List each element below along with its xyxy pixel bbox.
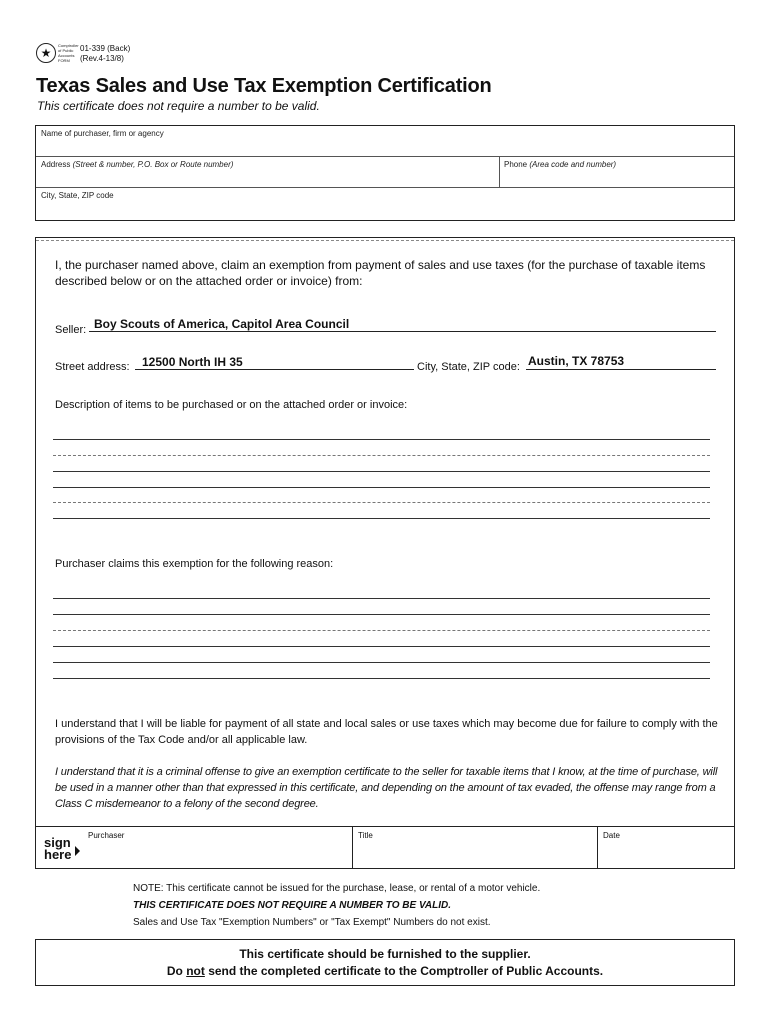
criminal-offense-statement: I understand that it is a criminal offense to give an exemption certificate to the seller for taxable items that I know, at the time of purchase, will be used in a manner other than that expressed in this certificate, and depending on the amount of tax evaded, the offense may range from a Class C misdemeanor to a felony of the second degree. bbox=[55, 766, 718, 810]
description-line[interactable] bbox=[53, 455, 710, 456]
signature-divider bbox=[352, 827, 353, 868]
signature-divider bbox=[597, 827, 598, 868]
agency-name: Comptroller of Public Accounts FORM bbox=[58, 43, 79, 63]
description-line[interactable] bbox=[53, 439, 710, 440]
arrow-right-icon bbox=[75, 846, 80, 856]
purchaser-address-field[interactable] bbox=[36, 157, 734, 188]
liability-statement: I understand that I will be liable for payment of all state and local sales or use taxes which may become due for failure to comply with the provisions of the Tax Code and/or all applicable law. bbox=[55, 718, 718, 746]
motor-vehicle-note: NOTE: This certificate cannot be issued for the purchase, lease, or rental of a motor vehicle. bbox=[133, 883, 541, 894]
exemption-numbers-note: Sales and Use Tax "Exemption Numbers" or "Tax Exempt" Numbers do not exist. bbox=[133, 917, 491, 928]
claim-statement: I, the purchaser named above, claim an exemption from payment of sales and use taxes (for the purchase of taxable items described below or on the attached order or invoice) from: bbox=[55, 258, 706, 288]
seller-city-label: City, State, ZIP code: bbox=[417, 361, 520, 373]
street-address-label: Street address: bbox=[55, 361, 130, 373]
form-code bbox=[80, 44, 130, 64]
exemption-claim-box bbox=[35, 237, 735, 869]
seller-label: Seller: bbox=[55, 324, 87, 336]
seller-field-line[interactable] bbox=[89, 331, 716, 332]
reason-line[interactable] bbox=[53, 614, 710, 615]
purchaser-city-field[interactable] bbox=[36, 188, 734, 220]
no-number-note: THIS CERTIFICATE DOES NOT REQUIRE A NUMBER TO BE VALID. bbox=[133, 900, 451, 911]
description-line[interactable] bbox=[53, 487, 710, 488]
reason-line[interactable] bbox=[53, 662, 710, 663]
form-number: 01-339 (Back) bbox=[80, 44, 131, 53]
street-address-field-line[interactable] bbox=[135, 369, 414, 370]
reason-line[interactable] bbox=[53, 646, 710, 647]
furnish-line-1: This certificate should be furnished to the supplier. bbox=[239, 947, 531, 961]
description-line[interactable] bbox=[53, 471, 710, 472]
description-line[interactable] bbox=[53, 502, 710, 503]
purchaser-name-label: Name of purchaser, firm or agency bbox=[41, 129, 164, 138]
address-label: Address (Street & number, P.O. Box or Route number) bbox=[41, 160, 234, 169]
reason-line[interactable] bbox=[53, 678, 710, 679]
form-revision: (Rev.4-13/8) bbox=[80, 54, 124, 63]
reason-label: Purchaser claims this exemption for the following reason: bbox=[55, 558, 334, 570]
seller-city-value[interactable]: Austin, TX 78753 bbox=[528, 354, 625, 368]
city-state-zip-label: City, State, ZIP code bbox=[41, 191, 114, 200]
form-subtitle: This certificate does not require a number to be valid. bbox=[37, 99, 320, 113]
purchaser-info-box bbox=[35, 125, 735, 221]
signature-row bbox=[36, 826, 734, 868]
description-line[interactable] bbox=[53, 518, 710, 519]
title-label: Title bbox=[358, 831, 373, 840]
phone-label: Phone (Area code and number) bbox=[504, 160, 617, 169]
street-address-value[interactable]: 12500 North IH 35 bbox=[142, 355, 243, 369]
seller-value[interactable]: Boy Scouts of America, Capitol Area Council bbox=[94, 317, 350, 331]
description-label: Description of items to be purchased or on the attached order or invoice: bbox=[55, 399, 408, 411]
furnish-line-2: Do not send the completed certificate to the Comptroller of Public Accounts. bbox=[166, 964, 604, 978]
seller-city-field-line[interactable] bbox=[526, 369, 716, 370]
address-phone-divider bbox=[499, 157, 500, 188]
comptroller-seal-icon: ★ bbox=[36, 43, 56, 63]
date-label: Date bbox=[603, 831, 620, 840]
notes-section bbox=[133, 880, 540, 931]
purchaser-signature-label: Purchaser bbox=[88, 831, 125, 840]
furnish-instructions-box bbox=[35, 939, 735, 986]
form-title: Texas Sales and Use Tax Exemption Certification bbox=[36, 75, 492, 97]
sign-here-marker: sign here bbox=[44, 837, 71, 861]
purchaser-name-field[interactable] bbox=[36, 126, 734, 157]
reason-line[interactable] bbox=[53, 598, 710, 599]
reason-line[interactable] bbox=[53, 630, 710, 631]
